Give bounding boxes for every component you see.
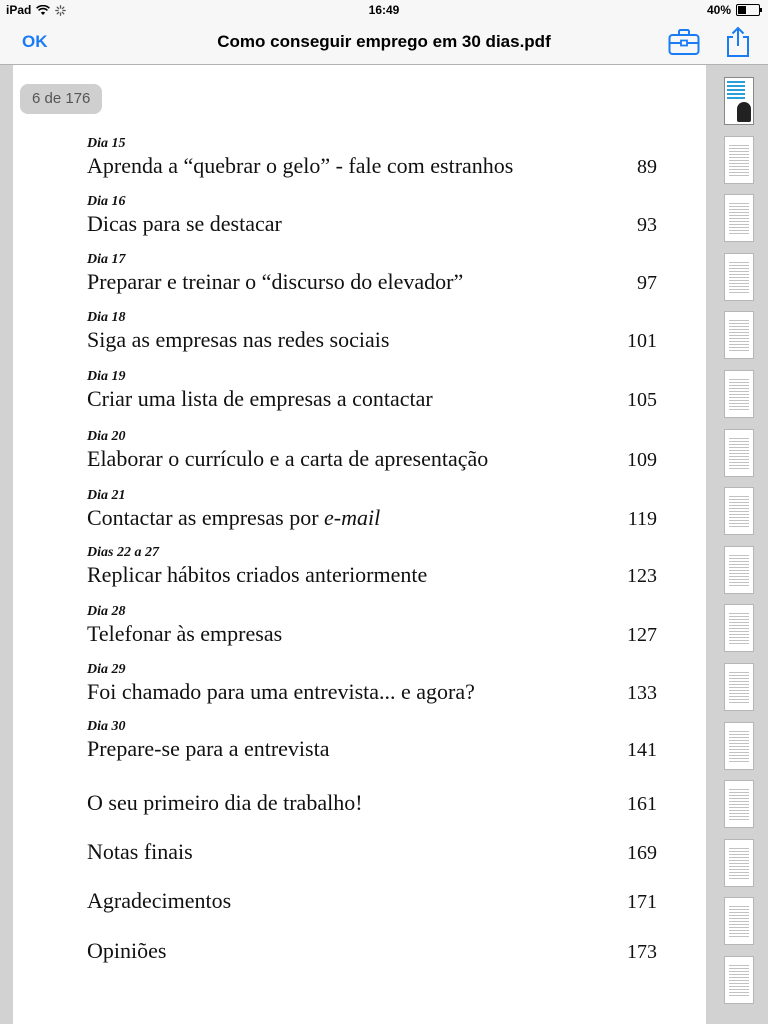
toc-title: [87, 446, 488, 472]
toc-entry[interactable]: [87, 936, 657, 964]
toc-row: [87, 888, 657, 914]
toc-entry[interactable]: [87, 546, 657, 588]
toc-title-text: Foi chamado para uma entrevista... e agora?: [87, 679, 475, 704]
toc-page-number: 171: [627, 891, 657, 913]
toc-day-label: Dias 22 a 27: [87, 545, 159, 560]
toc-entry[interactable]: [87, 605, 657, 647]
toc-title: [87, 269, 463, 295]
toc-title-text: Aprenda a “quebrar o gelo” - fale com estranhos: [87, 153, 514, 178]
toc-day-label: Dia 30: [87, 719, 126, 734]
toc-row: [87, 327, 657, 353]
toc-row: [87, 269, 657, 295]
page-thumbnail[interactable]: [724, 780, 754, 828]
toc-row: [87, 621, 657, 647]
status-time: 16:49: [368, 3, 400, 17]
toc-page-number: 173: [627, 941, 657, 963]
toc-title-text: Telefonar às empresas: [87, 621, 283, 646]
toc-title: [87, 790, 363, 816]
toc-row: [87, 153, 657, 179]
page-thumbnail[interactable]: [724, 194, 754, 242]
battery-percent: 40%: [706, 3, 731, 17]
toc-entry[interactable]: [87, 788, 657, 816]
thumbnail-text-lines: [729, 496, 749, 528]
toc-entry[interactable]: [87, 663, 657, 705]
toc-page-number: 89: [637, 156, 657, 178]
toc-title: [87, 679, 475, 705]
toc-day-label: Dia 20: [87, 429, 126, 444]
thumbnail-strip[interactable]: [706, 65, 768, 1024]
toc-title: [87, 505, 380, 531]
toc-title: [87, 938, 166, 964]
toc-row: [87, 790, 657, 816]
device-name: iPad: [6, 3, 32, 17]
page-thumbnail[interactable]: [724, 136, 754, 184]
toc-page-number: 161: [627, 793, 657, 815]
share-icon[interactable]: [724, 26, 752, 58]
thumbnail-text-lines: [729, 789, 749, 821]
toc-row: [87, 562, 657, 588]
toc-title-text: Preparar e treinar o “discurso do elevador”: [87, 269, 464, 294]
page-thumbnail[interactable]: [724, 253, 754, 301]
toc-title-text: Prepare-se para a entrevista: [87, 736, 330, 761]
document-title: Como conseguir emprego em 30 dias.pdf: [217, 32, 551, 51]
toc-title-text: O seu primeiro dia de trabalho!: [87, 790, 363, 815]
thumbnail-text-lines: [729, 145, 749, 177]
toc-entry[interactable]: [87, 720, 657, 762]
toc-page-number: 127: [627, 624, 657, 646]
thumbnail-text-lines: [729, 555, 749, 587]
ok-button[interactable]: OK: [22, 32, 48, 51]
page-thumbnail[interactable]: [724, 429, 754, 477]
toc-entry[interactable]: [87, 195, 657, 237]
toc-entry[interactable]: [87, 489, 657, 531]
toc-day-label: Dia 16: [87, 194, 126, 209]
toc-title-text: Criar uma lista de empresas a contactar: [87, 386, 433, 411]
thumbnail-cover[interactable]: [724, 77, 754, 125]
toc-title-text: Elaborar o currículo e a carta de apresentação: [87, 446, 489, 471]
status-right: [707, 3, 760, 17]
page-thumbnail[interactable]: [724, 839, 754, 887]
toc-page-number: 109: [627, 449, 657, 471]
toc-page-number: 169: [627, 842, 657, 864]
toc-title-text: Siga as empresas nas redes sociais: [87, 327, 390, 352]
toc-title-text: Agradecimentos: [87, 888, 232, 913]
toc-title: [87, 839, 193, 865]
thumbnail-text-lines: [729, 320, 749, 352]
page-thumbnail[interactable]: [724, 897, 754, 945]
battery-icon: [736, 4, 760, 16]
thumbnail-text-lines: [729, 379, 749, 411]
toc-row: [87, 505, 657, 531]
toc-day-label: Dia 29: [87, 662, 126, 677]
toc-row: [87, 736, 657, 762]
toc-entry[interactable]: [87, 430, 657, 472]
toc-title-text: Opiniões: [87, 938, 167, 963]
page-thumbnail[interactable]: [724, 956, 754, 1004]
toc-day-label: Dia 19: [87, 369, 126, 384]
toc-title: [87, 562, 427, 588]
thumbnail-text-lines: [729, 613, 749, 645]
toc-entry[interactable]: [87, 886, 657, 914]
toc-page-number: 141: [627, 739, 657, 761]
toc-title: [87, 736, 329, 762]
toc-page-number: 123: [627, 565, 657, 587]
page-gutter: [0, 65, 13, 1024]
page-thumbnail[interactable]: [724, 604, 754, 652]
pdf-page[interactable]: [13, 65, 706, 1024]
toc-row: [87, 211, 657, 237]
toc-title-text: Replicar hábitos criados anteriormente: [87, 562, 428, 587]
toc-page-number: 105: [627, 389, 657, 411]
toc-day-label: Dia 17: [87, 252, 126, 267]
cover-person-graphic: [737, 102, 751, 122]
toc-title: [87, 386, 433, 412]
thumbnail-text-lines: [729, 906, 749, 938]
thumbnail-text-lines: [729, 965, 749, 997]
toc-page-number: 119: [627, 508, 657, 530]
toc-title-text: Contactar as empresas por: [87, 505, 325, 530]
toc-title: [87, 153, 513, 179]
page-thumbnail[interactable]: [724, 311, 754, 359]
thumbnail-text-lines: [729, 672, 749, 704]
page-thumbnail[interactable]: [724, 722, 754, 770]
toc-row: [87, 386, 657, 412]
status-bar: [0, 0, 768, 20]
toc-day-label: Dia 28: [87, 604, 126, 619]
toc-entry[interactable]: [87, 253, 657, 295]
battery-fill: [738, 6, 746, 14]
nav-bar: [0, 20, 768, 65]
page-thumbnail[interactable]: [724, 663, 754, 711]
toolbox-icon[interactable]: [668, 28, 700, 56]
cover-title-graphic: [727, 81, 745, 99]
toc-entry[interactable]: [87, 311, 657, 353]
page-thumbnail[interactable]: [724, 546, 754, 594]
thumbnail-text-lines: [729, 438, 749, 470]
thumbnail-text-lines: [729, 203, 749, 235]
thumbnail-text-lines: [729, 731, 749, 763]
page-indicator: 6 de 176: [20, 84, 102, 114]
page-thumbnail[interactable]: [724, 370, 754, 418]
toc-page-number: 101: [627, 330, 657, 352]
toc-row: [87, 446, 657, 472]
toc-day-label: Dia 21: [87, 488, 126, 503]
toc-page-number: 97: [637, 272, 657, 294]
toc-row: [87, 938, 657, 964]
toc-day-label: Dia 15: [87, 136, 126, 151]
toc-page-number: 133: [627, 682, 657, 704]
toc-title-italic: e-mail: [324, 505, 381, 530]
toc-entry[interactable]: [87, 370, 657, 412]
thumbnail-text-lines: [729, 848, 749, 880]
toc-title: [87, 888, 231, 914]
toc-title: [87, 211, 282, 237]
toc-title: [87, 621, 282, 647]
toc-row: [87, 839, 657, 865]
toc-row: [87, 679, 657, 705]
toc-title-text: Notas finais: [87, 839, 193, 864]
thumbnail-text-lines: [729, 262, 749, 294]
toc-title-text: Dicas para se destacar: [87, 211, 282, 236]
toc-page-number: 93: [637, 214, 657, 236]
toc-entry[interactable]: [87, 137, 657, 179]
toc-day-label: Dia 18: [87, 310, 126, 325]
toc-title: [87, 327, 389, 353]
page-thumbnail[interactable]: [724, 487, 754, 535]
toc-entry[interactable]: [87, 837, 657, 865]
